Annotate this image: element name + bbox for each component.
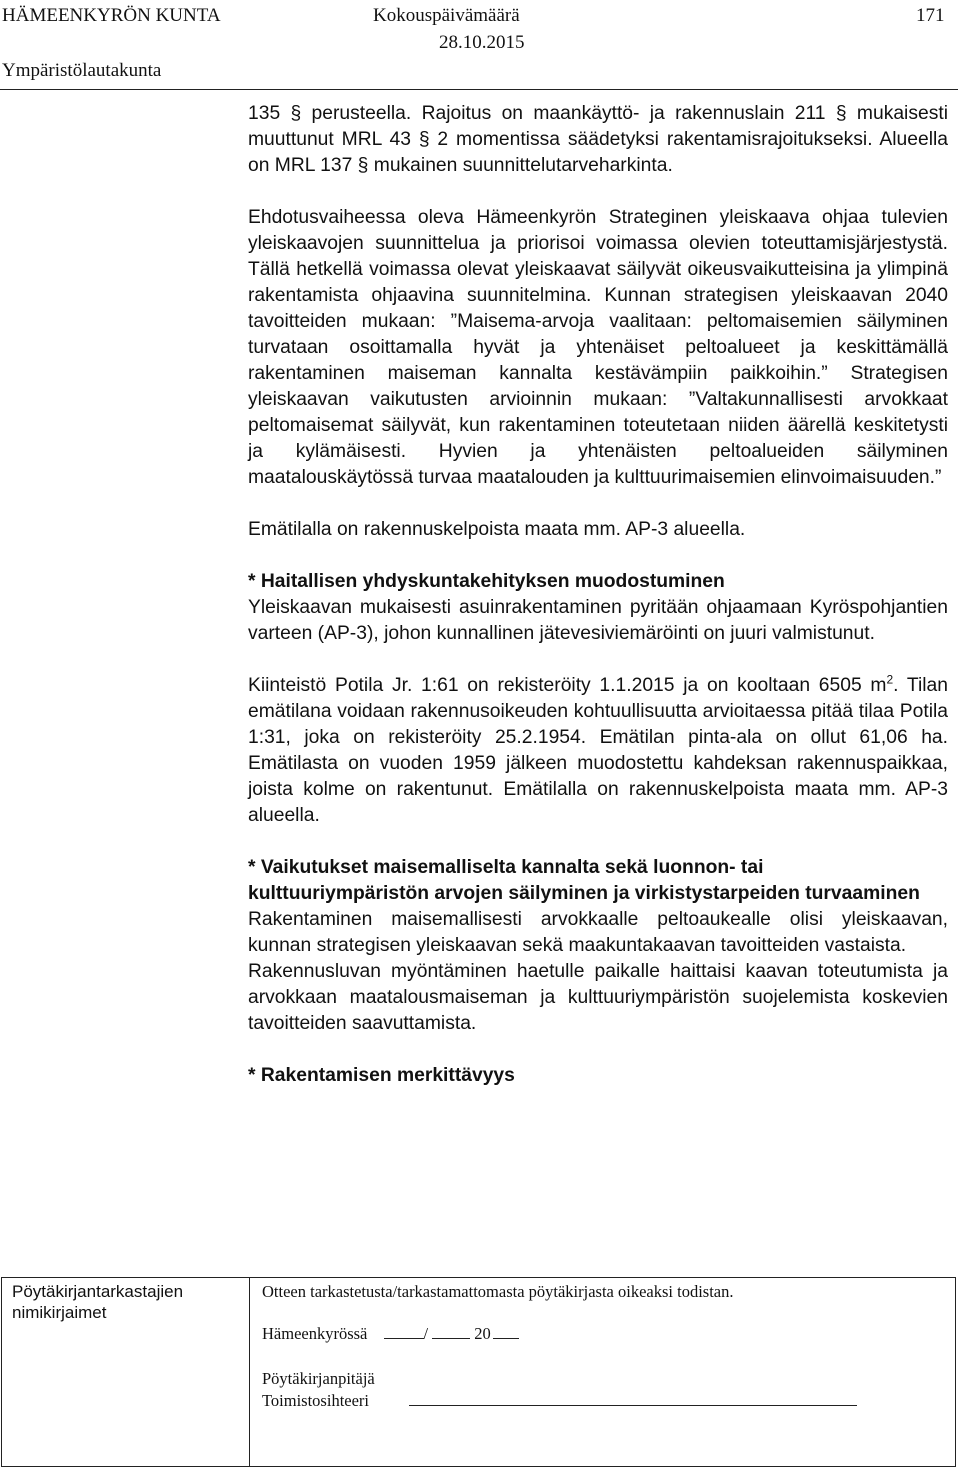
- initials-label-line1: Pöytäkirjantarkastajien: [12, 1282, 184, 1301]
- signer-title-2: [262, 1390, 857, 1412]
- paragraph-strateginen-yleiskaava: Ehdotusvaiheessa oleva Hämeenkyrön Strateginen yleiskaava ohjaa tulevien yleiskaavojen suunnittelua ja priorisoi voimassa olevien toteuttamisjärjestystä. Tällä hetkellä voimassa olevat yleiskaavat säilyvät oikeusvaikutteisina ja ylimpinä rakentamista ohjaavina suunnitelmina. Kunnan strategisen yleiskaavan 2040 tavoitteiden mukaan: ”Maisema-arvoja vaalitaan: peltomaisemien säilyminen turvataan osoittamalla hyvät ja yhtenäiset peltoalueet ja keskittämällä rakentaminen maiseman kannalta kestävämpiin paikkoihin.” Strategisen yleiskaavan vaikutusten arvioinnin mukaan: ”Valtakunnallisesti arvokkaat peltomaisemat säilyvät, kun rakentaminen toteutetaan niiden äärellä keskitetysti ja kylämäisesti. Hyvien ja yhtenäisten peltoalueiden säilyminen maatalouskäytössä turvaa maatalouden ja kulttuurimaisemien elinvoimaisuuden.”: [248, 207, 948, 488]
- committee-name: Ympäristölautakunta: [2, 60, 162, 81]
- paragraph-rajoitus: 135 § perusteella. Rajoitus on maankäyttö- ja rakennuslain 211 § mukaisesti muuttunut MRL 43 § 2 momentissa säädetyksi rakentamisrajoitukseksi. Alueella on MRL 137 § mukainen suunnittelutarveharkinta.: [248, 103, 948, 176]
- paragraph-kiinteisto-text-a: Kiinteistö Potila Jr. 1:61 on rekisteröity 1.1.2015 ja on kooltaan 6505 m: [248, 675, 887, 696]
- superscript-two: 2: [886, 672, 894, 687]
- heading-rakentamisen-merkittavyys: * Rakentamisen merkittävyys: [248, 1065, 515, 1086]
- meeting-date-label: Kokouspäivämäärä: [373, 5, 520, 26]
- page-number: 171: [916, 5, 945, 26]
- signature-place-date-line: [262, 1323, 519, 1345]
- organization-name: HÄMEENKYRÖN KUNTA: [2, 5, 221, 26]
- year-blank: [493, 1323, 519, 1339]
- initials-label-line2: nimikirjaimet: [12, 1303, 107, 1322]
- signer-title-1: Pöytäkirjanpitäjä: [262, 1369, 375, 1388]
- signer-title-2-text: Toimistosihteeri: [262, 1391, 370, 1410]
- year-prefix: 20: [474, 1324, 491, 1343]
- paragraph-kiinteisto-text-b: . Tilan emätilana voidaan rakennusoikeuden kohtuullisuutta arvioitaessa pitää tilaa Potila 1:31, joka on rekisteröity 25.2.1954. Emätilan pinta-ala on ollut 61,06 ha. Emätilasta on vuoden 1959 jälkeen muodostettu kahdeksan rakennuspaikkaa, joista kolme on rakentunut. Emätilalla on rakennuskelpoista maata mm. AP-3 alueella.: [248, 675, 948, 826]
- meeting-date: 28.10.2015: [439, 32, 525, 53]
- month-blank: [432, 1323, 470, 1339]
- paragraph-kiinteisto-potila: [248, 673, 948, 829]
- paragraph-ematila-ap3: Emätilalla on rakennuskelpoista maata mm. AP-3 alueella.: [248, 519, 746, 540]
- place-name: Hämeenkyrössä: [262, 1324, 368, 1343]
- date-slash: /: [423, 1324, 429, 1343]
- footer-column-divider: [249, 1277, 250, 1467]
- day-blank: [384, 1323, 424, 1339]
- footer-initials-label: [12, 1281, 242, 1323]
- signature-line: [409, 1390, 857, 1406]
- document-body: [248, 101, 948, 1089]
- page-header: [0, 0, 960, 90]
- certification-text: Otteen tarkastetusta/tarkastamattomasta pöytäkirjasta oikeaksi todistan.: [262, 1282, 734, 1301]
- header-divider: [0, 89, 958, 90]
- paragraph-rakennuslupa: Rakennusluvan myöntäminen haetulle paikalle haittaisi kaavan toteutumista ja arvokkaan maatalousmaiseman ja kulttuuriympäristön suojelemista koskevien tavoitteiden saavuttamista.: [248, 961, 948, 1034]
- heading-maisemavaikutukset: * Vaikutukset maisemalliselta kannalta sekä luonnon- tai kulttuuriympäristön arvojen säilyminen ja virkistystarpeiden turvaaminen: [248, 857, 920, 904]
- paragraph-maisema-arvokas: Rakentaminen maisemallisesti arvokkaalle peltoaukealle olisi yleiskaavan, kunnan strategisen yleiskaavan sekä maakuntakaavan tavoitteiden vastaista.: [248, 909, 948, 956]
- paragraph-asuinrakentaminen: Yleiskaavan mukaisesti asuinrakentaminen pyritään ohjaamaan Kyröspohjantien varteen (AP-3), johon kunnallinen jätevesiviemäröinti on juuri valmistunut.: [248, 597, 948, 644]
- page-footer: [0, 1277, 960, 1469]
- heading-haitallinen-kehitys: * Haitallisen yhdyskuntakehityksen muodostuminen: [248, 571, 725, 592]
